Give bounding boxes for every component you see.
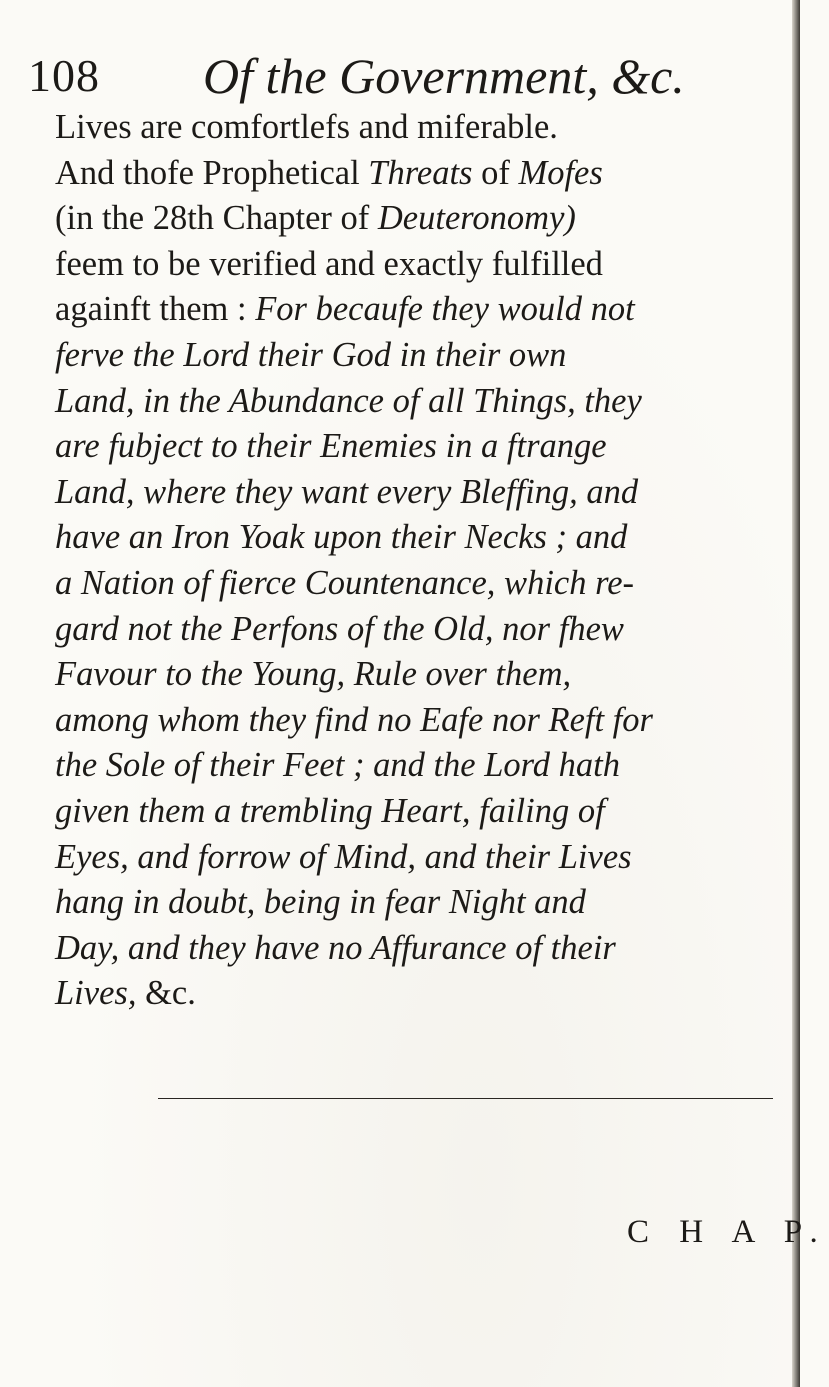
italic-segment: Land, where they want every Bleffing, and bbox=[55, 472, 639, 511]
roman-segment: &c. bbox=[145, 974, 196, 1013]
italic-segment: hang in doubt, being in fear Night and bbox=[55, 883, 586, 922]
text-line bbox=[55, 926, 775, 972]
running-title: Of the Government, &c. bbox=[203, 48, 685, 104]
text-line bbox=[55, 242, 775, 288]
italic-segment: Land, in the Abundance of all Things, they bbox=[55, 381, 642, 420]
text-line bbox=[55, 287, 775, 333]
page-header bbox=[28, 40, 768, 112]
section-divider-rule bbox=[158, 1098, 773, 1099]
roman-segment: of bbox=[472, 153, 519, 192]
italic-segment: given them a trembling Heart, failing of bbox=[55, 791, 605, 830]
italic-segment: have an Iron Yoak upon their Necks ; and bbox=[55, 518, 628, 557]
italic-segment: Mofes bbox=[518, 153, 603, 192]
text-line bbox=[55, 151, 775, 197]
roman-segment: (in the 28th Chapter of bbox=[55, 199, 378, 238]
text-line bbox=[55, 561, 775, 607]
italic-segment: For becaufe they would not bbox=[255, 290, 635, 329]
roman-segment: againft them : bbox=[55, 290, 256, 329]
text-line bbox=[55, 196, 775, 242]
roman-segment: Lives are comfortlefs and miferable. bbox=[55, 108, 558, 146]
italic-segment: Lives, bbox=[55, 974, 146, 1013]
text-line bbox=[55, 835, 775, 881]
text-line bbox=[55, 515, 775, 561]
page-edge-shadow bbox=[792, 0, 800, 1387]
roman-segment: And thofe Prophetical bbox=[55, 153, 369, 192]
italic-segment: are fubject to their Enemies in a ftrange bbox=[55, 427, 607, 466]
text-line bbox=[55, 652, 775, 698]
italic-segment: Eyes, and forrow of Mind, and their Lives bbox=[55, 837, 632, 876]
italic-segment: gard not the Perfons of the Old, nor fhew bbox=[55, 609, 624, 648]
text-line bbox=[55, 698, 775, 744]
text-line bbox=[55, 379, 775, 425]
italic-segment: among whom they find no Eafe nor Reft for bbox=[55, 700, 653, 739]
text-line bbox=[55, 607, 775, 653]
text-line bbox=[55, 424, 775, 470]
roman-segment: feem to be verified and exactly fulfilled bbox=[55, 244, 603, 283]
text-line bbox=[55, 333, 775, 379]
text-line bbox=[55, 880, 775, 926]
italic-segment: the Sole of their Feet ; and the Lord hath bbox=[55, 746, 621, 785]
page-number: 108 bbox=[28, 50, 100, 101]
italic-segment: Day, and they have no Affurance of their bbox=[55, 928, 616, 967]
italic-segment: Deuteronomy) bbox=[377, 199, 576, 238]
body-text bbox=[55, 105, 775, 1017]
italic-segment: a Nation of fierce Countenance, which re- bbox=[55, 563, 635, 602]
text-line bbox=[55, 470, 775, 516]
text-line bbox=[55, 743, 775, 789]
italic-segment: ferve the Lord their God in their own bbox=[55, 335, 567, 374]
text-line bbox=[55, 105, 775, 151]
text-line bbox=[55, 971, 775, 1017]
text-line bbox=[55, 789, 775, 835]
catchword: C H A P. bbox=[627, 1214, 829, 1250]
italic-segment: Threats bbox=[368, 153, 473, 192]
italic-segment: Favour to the Young, Rule over them, bbox=[55, 655, 572, 694]
